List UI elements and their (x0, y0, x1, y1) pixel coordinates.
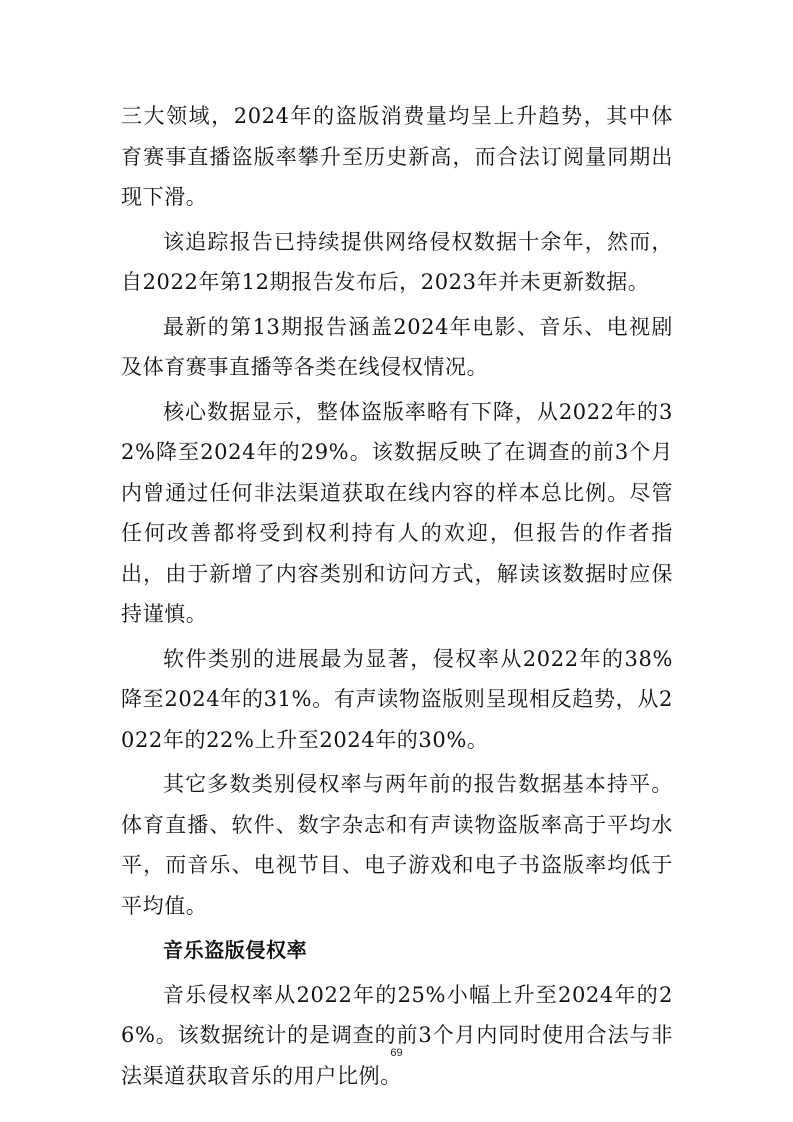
document-body (121, 96, 673, 1100)
paragraph-core-data: 核心数据显示，整体盗版率略有下降，从2022年的32%降至2024年的29%。该数据反映了在调查的前3个月内曾通过任何非法渠道获取在线内容的样本总比例。尽管任何改善都将受到权利持有人的欢迎，但报告的作者指出，由于新增了内容类别和访问方式，解读该数据时应保持谨慎。 (121, 399, 673, 626)
paragraph-tracking-report: 该追踪报告已持续提供网络侵权数据十余年，然而，自2022年第12期报告发布后，2023年并未更新数据。 (121, 229, 673, 294)
paragraph-music-piracy: 音乐侵权率从2022年的25%小幅上升至2024年的26%。该数据统计的是调查的前3个月内同时使用合法与非法渠道获取音乐的用户比例。 (121, 982, 673, 1088)
paragraph-latest-report: 最新的第13期报告涵盖2024年电影、音乐、电视剧及体育赛事直播等各类在线侵权情况。 (121, 314, 673, 379)
page-number: 69 (390, 1047, 403, 1059)
paragraph-other-categories: 其它多数类别侵权率与两年前的报告数据基本持平。体育直播、软件、数字杂志和有声读物盗版率高于平均水平，而音乐、电视节目、电子游戏和电子书盗版率均低于平均值。 (121, 772, 673, 918)
paragraph-continuation: 三大领域，2024年的盗版消费量均呈上升趋势，其中体育赛事直播盗版率攀升至历史新高，而合法订阅量同期出现下滑。 (121, 104, 673, 209)
section-heading: 音乐盗版侵权率 (163, 938, 308, 962)
paragraph-software-category: 软件类别的进展最为显著，侵权率从2022年的38%降至2024年的31%。有声读物盗版则呈现相反趋势，从2022年的22%上升至2024年的30%。 (121, 646, 673, 752)
